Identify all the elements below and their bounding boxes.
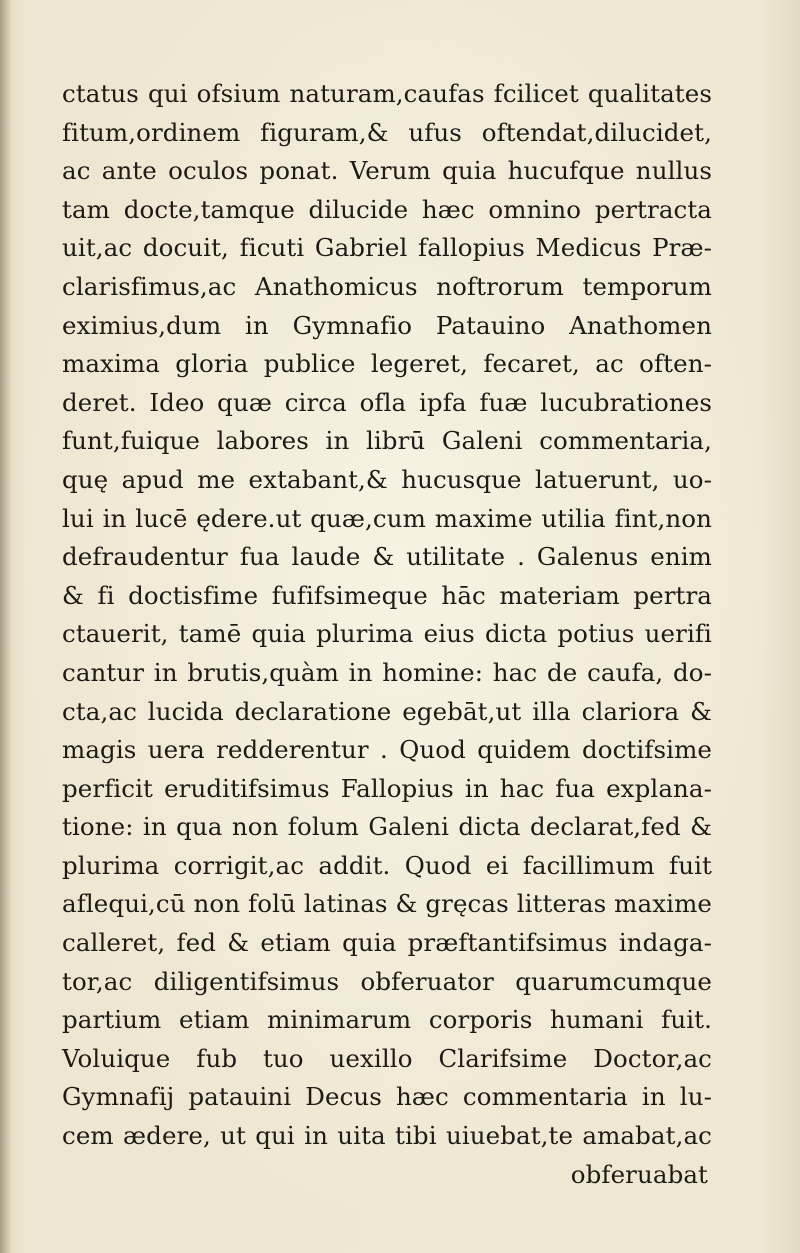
text-line: eximius,dum in Gymnafio Patauino Anathomen: [62, 310, 712, 340]
text-line: & fi doctisfime fufifsimeque hāc materiam pertra: [62, 580, 712, 610]
text-line: tam docte,tamque dilucide hæc omnino pertracta: [62, 194, 712, 224]
text-line: Gymnafij patauini Decus hæc commentaria in lu-: [62, 1082, 712, 1112]
text-line: quę apud me extabant,& hucusque latuerunt, uo-: [62, 464, 712, 494]
text-line: calleret, fed & etiam quia præftantifsimus indaga-: [62, 928, 712, 958]
text-line: aflequi,cū non folū latinas & gręcas litteras maxime: [62, 889, 712, 919]
catchword-line: obferuabat: [570, 1159, 708, 1189]
text-line: deret. Ideo quæ circa ofla ipfa fuæ lucubrationes: [62, 387, 712, 417]
text-line: tione: in qua non folum Galeni dicta declarat,fed &: [62, 812, 712, 842]
text-line: ctatus qui ofsium naturam,caufas fcilicet qualitates: [62, 79, 712, 108]
text-line: uit,ac docuit, ficuti Gabriel fallopius Medicus Præ-: [62, 233, 712, 263]
text-line: perficit eruditifsimus Fallopius in hac fua explana-: [62, 773, 712, 803]
text-line: cantur in brutis,quàm in homine: hac de caufa, do-: [62, 657, 712, 687]
text-line: cem ædere, ut qui in uita tibi uiuebat,te amabat,ac: [62, 1121, 712, 1151]
text-line: lui in lucē ędere.ut quæ,cum maxime utilia fint,non: [62, 503, 712, 533]
text-line: magis uera redderentur . Quod quidem doctifsime: [62, 735, 712, 765]
text-line: defraudentur fua laude & utilitate . Galenus enim: [62, 542, 712, 572]
text-line: partium etiam minimarum corporis humani fuit.: [62, 1005, 712, 1035]
text-line: ctauerit, tamē quia plurima eius dicta potius uerifi: [62, 619, 712, 649]
text-line: clarisfimus,ac Anathomicus noftrorum temporum: [62, 271, 712, 301]
binding-gutter-shadow: [0, 0, 12, 1253]
text-line: plurima corrigit,ac addit. Quod ei facillimum fuit: [62, 850, 712, 880]
text-line: tor,ac diligentifsimus obferuator quarumcumque: [62, 966, 712, 996]
text-line: maxima gloria publice legeret, fecaret, ac often-: [62, 349, 712, 379]
body-text: [62, 75, 712, 1194]
text-line: Voluique fub tuo uexillo Clarifsime Doctor,ac: [62, 1043, 712, 1073]
text-line: ac ante oculos ponat. Verum quia hucufque nullus: [62, 156, 712, 186]
text-line: fitum,ordinem figuram,& ufus oftendat,dilucidet,: [62, 117, 712, 147]
text-line: funt,fuique labores in librū Galeni commentaria,: [62, 426, 712, 456]
text-line: cta,ac lucida declaratione egebāt,ut illa clariora &: [62, 696, 712, 726]
